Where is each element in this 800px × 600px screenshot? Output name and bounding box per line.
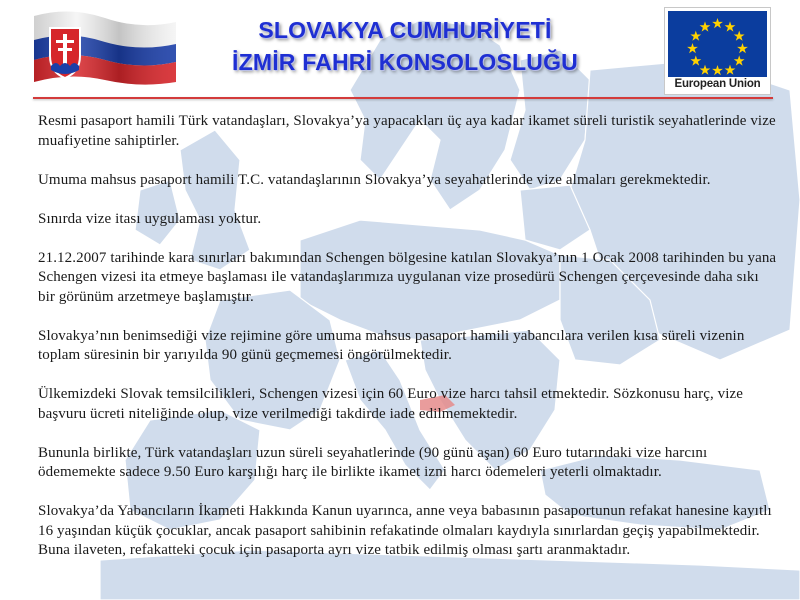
eu-label: European Union (674, 78, 761, 90)
paragraph-official-passport: Resmi pasaport hamili Türk vatandaşları, Slovakya’ya yapacakları üç aya kadar ikamet süreli turistik seyahatlerinde vize muafiyetine sahiptirler. (38, 113, 776, 149)
eu-flag-icon (668, 11, 767, 77)
header (0, 0, 800, 105)
paragraph-children: Slovakya’da Yabancıların İkameti Hakkında Kanun uyarınca, anne veya babasının pasaportunun refakat hanesine kayıtlı 16 yaşından küçük çocuklar, ancak pasaport sahibinin refakatinde olmaları kaydıyla sınırlardan geçiş yapabilmektedir. Buna ilaveten, refakatteki çocuk için pasaporta ayrı vize tatbik edilmiş olması şartı aranmaktadır. (38, 503, 772, 558)
paragraph-ordinary-passport: Umuma mahsus pasaport hamili T.C. vatandaşlarının Slovakya’ya seyahatlerinde vize almaları gerekmektedir. (38, 171, 711, 188)
title (185, 14, 625, 78)
paragraph-visa-fee: Ülkemizdeki Slovak temsilcilikleri, Schengen vizesi için 60 Euro vize harcı tahsil etmektedir. Sözkonusu harç, vize başvuru ücreti niteliğinde olup, vize verilmediği takdirde iade edilmemektedir. (38, 386, 744, 422)
header-divider (33, 97, 773, 99)
paragraph-visa-duration: Slovakya’nın benimsediği vize rejimine göre umuma mahsus pasaport hamili yabancılara verilen kısa süreli vizenin toplam süresinin bir yarıyılda 90 günü geçmemesi öngörülmektedir. (38, 327, 745, 363)
visa-info-text (38, 112, 778, 580)
title-line-country: SLOVAKYA CUMHURİYETİ (258, 17, 552, 43)
slovakia-flag-icon (30, 6, 180, 86)
eu-logo (664, 7, 771, 95)
paragraph-border-visa: Sınırda vize itası uygulaması yoktur. (38, 210, 262, 227)
paragraph-long-stay: Bununla birlikte, Türk vatandaşları uzun süreli seyahatlerinde (90 günü aşan) 60 Euro tutarındaki vize harcını ödememekte sadece 9.50 Euro karşılığı harç ile birlikte ikamet izni harcı ödemeleri yeterli olmaktadır. (38, 444, 708, 480)
title-line-consulate: İZMİR FAHRİ KONSOLOSLUĞU (232, 49, 578, 75)
paragraph-schengen-entry: 21.12.2007 tarihinde kara sınırları bakımından Schengen bölgesine katılan Slovakya’nın 1 Ocak 2008 tarihinden bu yana Schengen vizesi ita etmeye başlaması ile vatandaşlarımıza uygulanan vize prosedürü Schengen çerçevesinde daha sıkı bir görünüm arzetmeye başlamıştır. (38, 249, 777, 305)
